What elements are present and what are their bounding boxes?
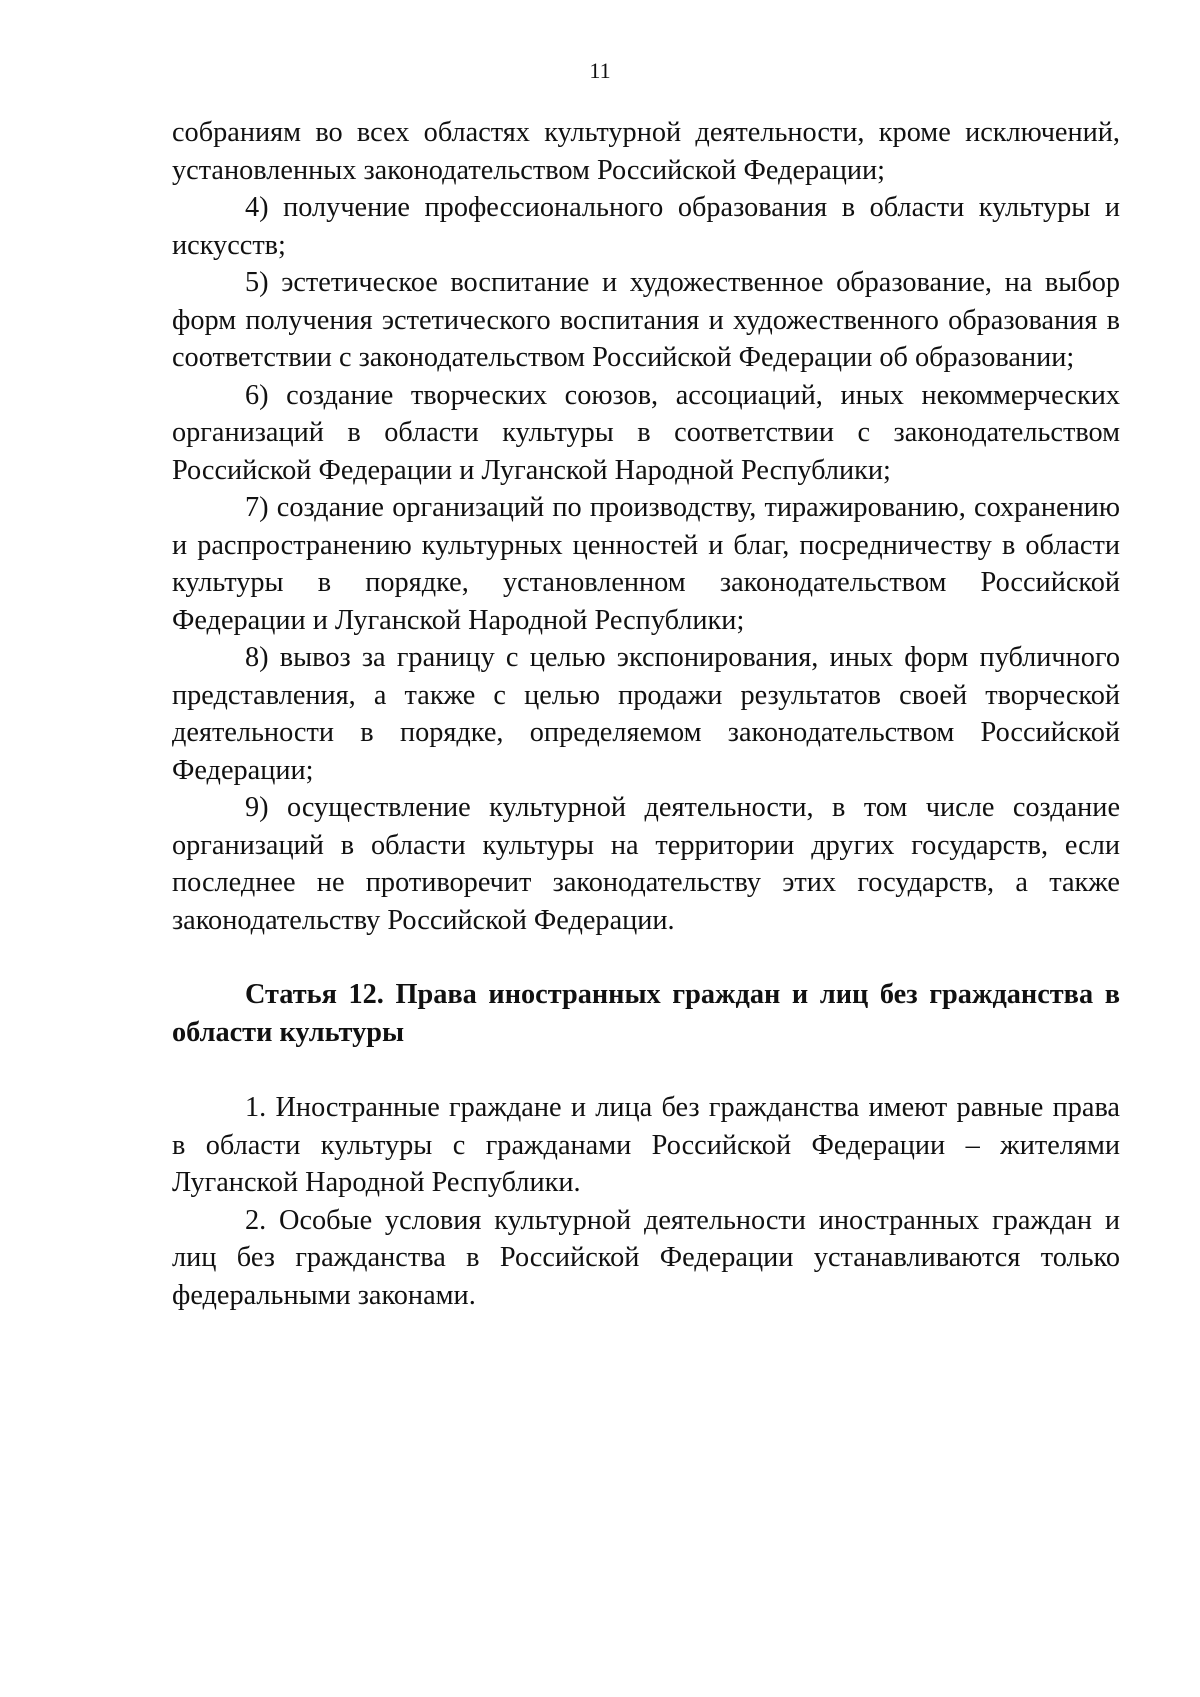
- article-clause-2: 2. Особые условия культурной деятельности иностранных граждан и лиц без гражданства в Российской Федерации устанавливаются только федеральными законами.: [172, 1204, 1120, 1311]
- article-clause-1: 1. Иностранные граждане и лица без гражданства имеют равные права в области культуры с гражданами Российской Федерации – жителями Луганской Народной Республики.: [172, 1092, 1120, 1198]
- document-body: [172, 114, 1120, 1314]
- page-number: 11: [589, 58, 611, 83]
- list-item-7: 7) создание организаций по производству, тиражированию, сохранению и распространению культурных ценностей и благ, посредничеству в области культуры в порядке, установленном законодательством Российской Федерации и Луганской Народной Республики;: [172, 492, 1120, 636]
- list-item-8: 8) вывоз за границу с целью экспонирования, иных форм публичного представления, а также с целью продажи результатов своей творческой деятельности в порядке, определяемом законодательством Российской Федерации;: [172, 642, 1120, 786]
- list-item-6: 6) создание творческих союзов, ассоциаций, иных некоммерческих организаций в области культуры в соответствии с законодательством Российской Федерации и Луганской Народной Республики;: [172, 379, 1120, 486]
- list-item-9: 9) осуществление культурной деятельности, в том числе создание организаций в области культуры на территории других государств, если последнее не противоречит законодательству этих государств, а также законодательству Российской Федерации.: [172, 792, 1120, 936]
- paragraph-continuation: собраниям во всех областях культурной деятельности, кроме исключений, установленных законодательством Российской Федерации;: [172, 117, 1120, 186]
- article-heading: Статья 12. Права иностранных граждан и лиц без гражданства в области культуры: [172, 979, 1120, 1048]
- list-item-4: 4) получение профессионального образования в области культуры и искусств;: [172, 192, 1120, 261]
- list-item-5: 5) эстетическое воспитание и художественное образование, на выбор форм получения эстетического воспитания и художественного образования в соответствии с законодательством Российской Федерации об образовании;: [172, 267, 1120, 373]
